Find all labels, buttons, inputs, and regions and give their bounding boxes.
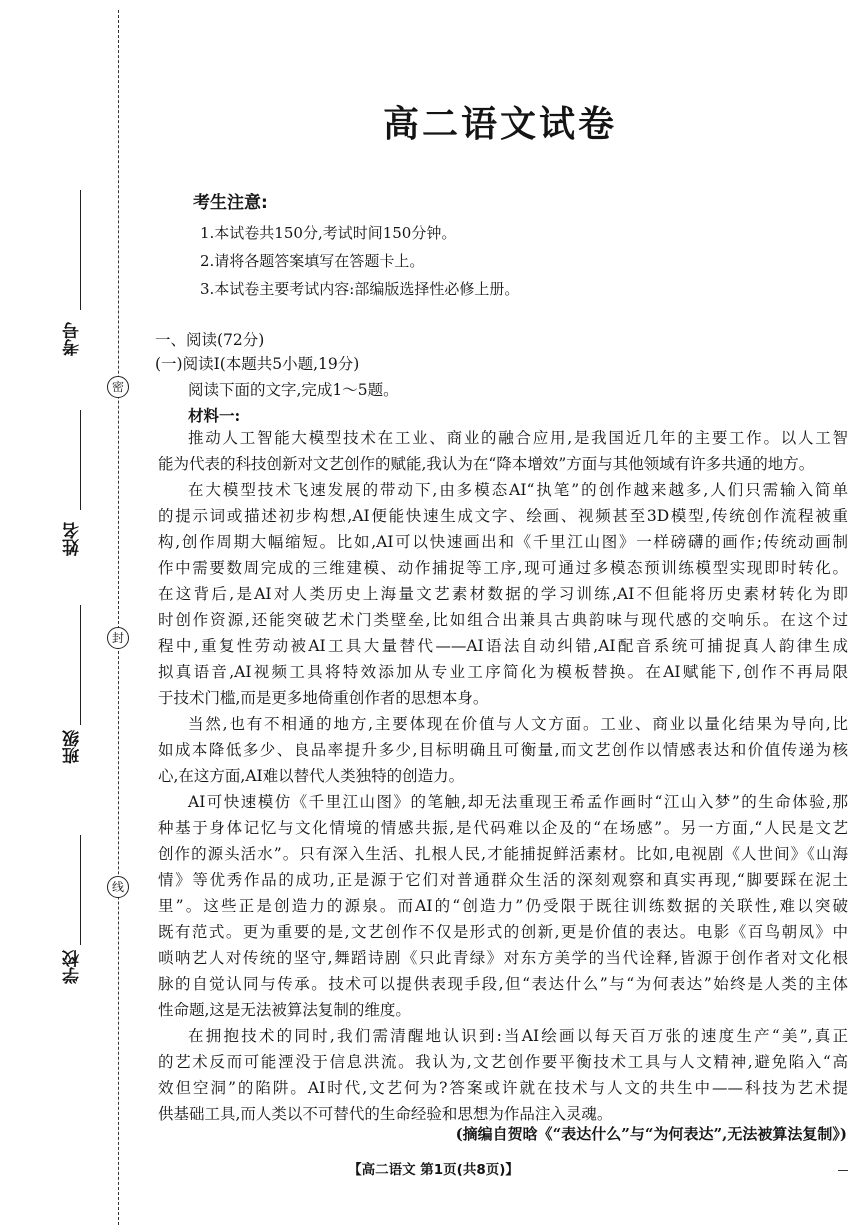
name-line[interactable] <box>80 410 81 510</box>
instruction: 阅读下面的文字,完成1～5题。 <box>188 381 399 399</box>
page-footer: 【高二语文 第1页(共8页)】 <box>348 1162 519 1178</box>
school-label: 学校 <box>63 950 83 984</box>
corner-mark <box>838 1170 848 1171</box>
notice-item: 2.请将各题答案填写在答题卡上。 <box>200 252 425 270</box>
text-line: 在大模型技术飞速发展的带动下,由多模态AI“执笔”的创作越来越多,人们只需输入简单 <box>188 481 848 499</box>
text-line: 的艺术反而可能湮没于信息洪流。我认为,文艺创作要平衡技术工具与人文精神,避免陷入“高 <box>158 1053 848 1071</box>
subsection-heading: (一)阅读Ⅰ(本题共5小题,19分) <box>155 355 360 373</box>
text-line: 程中,重复性劳动被AI工具大量替代——AI语法自动纠错,AI配音系统可捕捉真人韵律生成 <box>158 637 848 655</box>
exam-number-line[interactable] <box>80 190 81 310</box>
text-line: 推动人工智能大模型技术在工业、商业的融合应用,是我国近几年的主要工作。以人工智 <box>188 429 848 447</box>
text-line: 的提示词或描述初步构想,AI便能快速生成文字、绘画、视频甚至3D模型,传统创作流程被重 <box>158 507 848 525</box>
section-heading: 一、阅读(72分) <box>155 331 265 349</box>
text-line: 供基础工具,而人类以不可替代的生命经验和思想为作品注入灵魂。 <box>158 1105 613 1123</box>
text-line: 情》等优秀作品的成功,正是源于它们对普通群众生活的深刻观察和真实再现,“脚要踩在泥土 <box>158 871 848 889</box>
school-line[interactable] <box>80 835 81 945</box>
text-line: 种基于身体记忆与文化情境的情感共振,是代码难以企及的“在场感”。另一方面,“人民是文艺 <box>158 819 848 837</box>
name-label: 姓名 <box>63 522 83 556</box>
text-line: 唢呐艺人对传统的坚守,舞蹈诗剧《只此青绿》对东方美学的当代诠释,皆源于创作者对文化根 <box>158 949 848 967</box>
text-line: 构,创作周期大幅缩短。比如,AI可以快速画出和《千里江山图》一样磅礴的画作;传统动画制 <box>158 533 848 551</box>
text-line: 当然,也有不相通的地方,主要体现在价值与人文方面。工业、商业以量化结果为导向,比 <box>188 715 848 733</box>
text-line: 既有范式。更为重要的是,文艺创作不仅是形式的创新,更是价值的表达。电影《百鸟朝凤》中 <box>158 923 848 941</box>
text-line: AI可快速模仿《千里江山图》的笔触,却无法重现王希孟作画时“江山入梦”的生命体验,那 <box>188 793 848 811</box>
page-title: 高二语文试卷 <box>382 104 617 145</box>
notice-heading: 考生注意: <box>193 193 268 213</box>
text-line: 脉的自觉认同与传承。技术可以提供表现手段,但“表达什么”与“为何表达”始终是人类的主体 <box>158 975 848 993</box>
text-line: 时创作资源,还能突破艺术门类壁垒,比如组合出兼具古典韵味与现代感的交响乐。在这个过 <box>158 611 848 629</box>
seal-mi: 密 <box>107 376 129 398</box>
text-line: 于技术门槛,而是更多地倚重创作者的思想本身。 <box>158 689 489 707</box>
text-line: 作中需要数周完成的三维建模、动作捕捉等工序,现可通过多模态预训练模型实现即时转化。 <box>158 559 848 577</box>
binding-dashed-line <box>118 10 119 1225</box>
seal-feng: 封 <box>107 627 129 649</box>
notice-item: 1.本试卷共150分,考试时间150分钟。 <box>200 224 457 242</box>
source-citation: (摘编自贺晗《“表达什么”与“为何表达”,无法被算法复制》) <box>455 1125 847 1143</box>
text-line: 创作的源头活水”。只有深入生活、扎根人民,才能捕捉鲜活素材。比如,电视剧《人世间》《山海 <box>158 845 848 863</box>
text-line: 在这背后,是AI对人类历史上海量文艺素材数据的学习训练,AI不但能将历史素材转化为即 <box>158 585 848 603</box>
text-line: 拟真语音,AI视频工具将特效添加从专业工序简化为模板替换。在AI赋能下,创作不再局限 <box>158 663 848 681</box>
text-line: 性命题,这是无法被算法复制的维度。 <box>158 1001 411 1019</box>
class-label: 班级 <box>63 730 83 764</box>
notice-item: 3.本试卷主要考试内容:部编版选择性必修上册。 <box>200 280 520 298</box>
class-line[interactable] <box>80 605 81 725</box>
text-line: 能为代表的科技创新对文艺创作的赋能,我认为在“降本增效”方面与其他领域有许多共通的地方。 <box>158 455 815 473</box>
text-line: 在拥抱技术的同时,我们需清醒地认识到:当AI绘画以每天百万张的速度生产“美”,真正 <box>188 1027 848 1045</box>
text-line: 如成本降低多少、良品率提升多少,目标明确且可衡量,而文艺创作以情感表达和价值传递为核 <box>158 741 848 759</box>
text-line: 心,在这方面,AI难以替代人类独特的创造力。 <box>158 767 465 785</box>
text-line: 里”。这些正是创造力的源泉。而AI的“创造力”仍受限于既往训练数据的关联性,难以突破 <box>158 897 848 915</box>
material-label: 材料一: <box>188 406 241 425</box>
text-line: 效但空洞”的陷阱。AI时代,文艺何为?答案或许就在技术与人文的共生中——科技为艺术提 <box>158 1079 848 1097</box>
exam-number-label: 考号 <box>63 322 83 356</box>
seal-xian: 线 <box>107 876 129 898</box>
